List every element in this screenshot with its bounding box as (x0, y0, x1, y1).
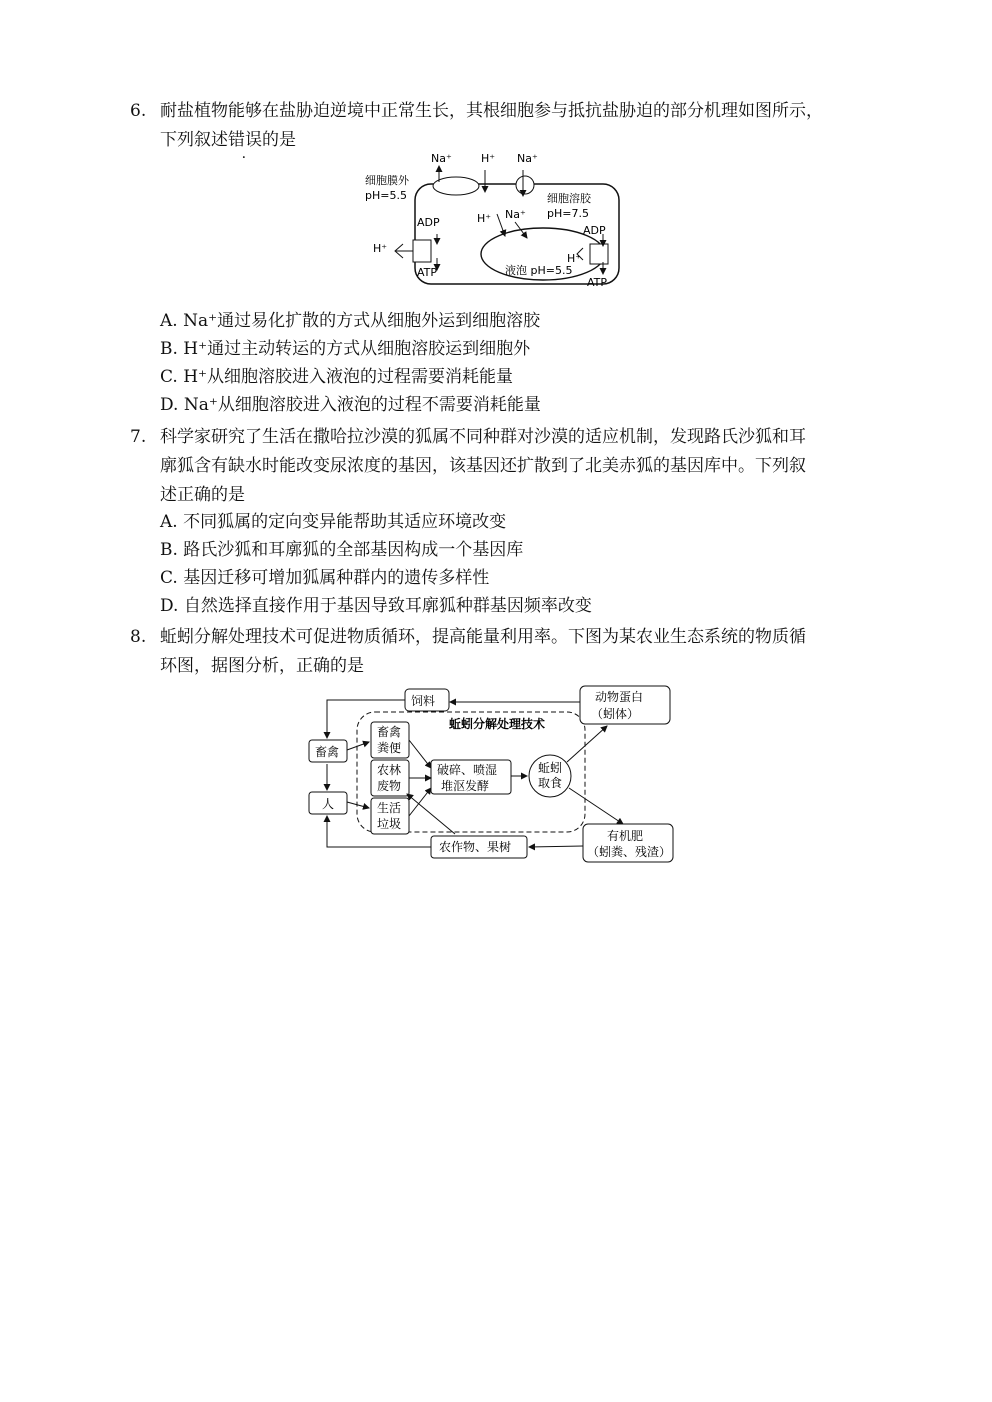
label-worm-2: 取食 (538, 776, 563, 790)
stem-line-1: 蚯蚓分解处理技术可促进物质循环，提高能量利用率。下图为某农业生态系统的物质循 (160, 627, 806, 647)
stem-line-2: 环图，据图分析，正确的是 (160, 656, 364, 676)
label-garbage: 生活 (377, 801, 402, 815)
label-atp-right: ATP (587, 276, 608, 289)
stem-line-2: 廓狐含有缺水时能改变尿浓度的基因，该基因还扩散到了北美赤狐的基因库中。下列叙 (160, 456, 806, 476)
material-cycle-diagram (305, 684, 685, 864)
label-waste-2: 废物 (377, 779, 402, 793)
label-na-inner: Na⁺ (505, 208, 526, 221)
question-stem (130, 623, 870, 681)
label-fertilizer: 有机肥 (607, 829, 644, 843)
label-outside-ph: pH=5.5 (365, 189, 407, 202)
q7-option-a: A. 不同狐属的定向变异能帮助其适应环境改变 (160, 512, 507, 532)
cell-transport-diagram (355, 148, 635, 292)
label-human: 人 (322, 797, 335, 811)
label-livestock: 畜禽 (315, 745, 340, 759)
q7-option-c: C. 基因迁移可增加狐属种群内的遗传多样性 (160, 568, 490, 588)
label-cytosol: 细胞溶胶 (547, 192, 591, 205)
label-ferment: 破碎、喷湿 (437, 763, 498, 777)
q6-option-b: B. H⁺通过主动转运的方式从细胞溶胶运到细胞外 (160, 339, 531, 359)
label-feed: 饲料 (411, 694, 436, 708)
q7-option-b: B. 路氏沙狐和耳廓狐的全部基因构成一个基因库 (160, 540, 524, 560)
label-h-left: H⁺ (373, 242, 388, 255)
question-stem (130, 423, 870, 510)
label-adp-right: ADP (583, 224, 606, 237)
question-number: 6. (130, 101, 147, 121)
label-adp-left: ADP (417, 216, 440, 229)
label-na-1: Na⁺ (431, 152, 452, 165)
stem-line-2: 下列叙述错误的是 (160, 130, 296, 150)
stem-line-3: 述正确的是 (160, 485, 245, 505)
stem-line-1: 耐盐植物能够在盐胁迫逆境中正常生长，其根细胞参与抵抗盐胁迫的部分机理如图所示， (160, 101, 823, 121)
label-garbage-2: 垃圾 (377, 817, 402, 831)
label-worm: 蚯蚓 (538, 761, 563, 775)
label-waste: 农林 (377, 763, 402, 777)
label-fertilizer-sub: （蚓粪、残渣） (587, 845, 672, 859)
question-stem (130, 97, 870, 155)
question-7 (130, 423, 870, 510)
label-vacuole: 液泡 pH=5.5 (505, 264, 573, 277)
label-protein: 动物蛋白 (595, 690, 644, 704)
label-ferment-2: 堆沤发酵 (441, 779, 490, 793)
question-8 (130, 623, 870, 681)
label-manure: 畜禽 (377, 725, 402, 739)
q6-option-c: C. H⁺从细胞溶胶进入液泡的过程需要消耗能量 (160, 367, 514, 387)
question-number: 7. (130, 427, 147, 447)
emphasis-word: 错误 (228, 130, 262, 150)
label-cytosol-ph: pH=7.5 (547, 207, 589, 220)
label-h-1: H⁺ (481, 152, 496, 165)
label-manure-2: 粪便 (377, 741, 402, 755)
question-6 (130, 97, 870, 155)
q6-option-a: A. Na⁺通过易化扩散的方式从细胞外运到细胞溶胶 (160, 311, 541, 331)
label-h-right: H⁺ (567, 252, 582, 265)
label-crops: 农作物、果树 (439, 840, 512, 854)
label-outside: 细胞膜外 (365, 174, 409, 187)
q7-option-d: D. 自然选择直接作用于基因导致耳廓狐种群基因频率改变 (160, 596, 592, 616)
stem-line-1: 科学家研究了生活在撒哈拉沙漠的狐属不同种群对沙漠的适应机制，发现路氏沙狐和耳 (160, 427, 806, 447)
label-technology: 蚯蚓分解处理技术 (449, 717, 546, 731)
label-na-2: Na⁺ (517, 152, 538, 165)
label-h-inner: H⁺ (477, 212, 492, 225)
question-number: 8. (130, 627, 147, 647)
label-atp-left: ATP (417, 266, 438, 279)
q6-option-d: D. Na⁺从细胞溶胶进入液泡的过程不需要消耗能量 (160, 395, 541, 415)
label-protein-sub: （蚓体） (591, 707, 640, 721)
